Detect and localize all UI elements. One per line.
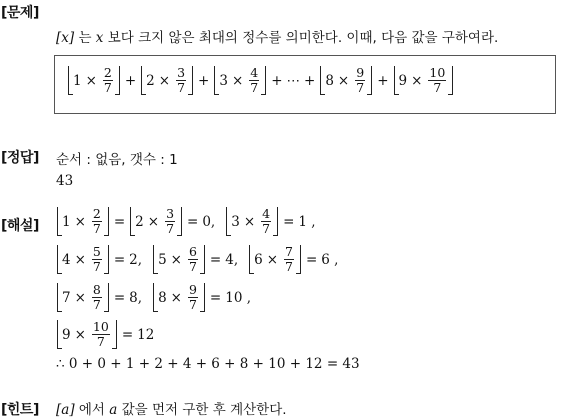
therefore-symbol: ∴ xyxy=(56,356,65,372)
answer-label: [정답] xyxy=(1,150,39,166)
hint-text: [a] 에서 a 값을 먼저 구한 후 계산한다. xyxy=(56,402,287,418)
floor-term: 9 × $\frac{10}{7}$ xyxy=(394,66,454,95)
solution-line-1: 1 × $\frac{2}{7}$ = 2 × $\frac{3}{7}$ = 0, 3 × $\frac{4}{7}$ = 1 , xyxy=(56,207,316,236)
problem-label: [문제] xyxy=(1,5,39,21)
hint-label: [힌트] xyxy=(1,402,39,418)
ellipsis: ⋯ xyxy=(286,72,301,89)
var-x: x xyxy=(95,30,104,46)
solution-sum: ∴ 0 + 0 + 1 + 2 + 4 + 6 + 8 + 10 + 12 = 43 xyxy=(56,356,360,372)
solution-label: [해설] xyxy=(1,218,39,234)
expression-box xyxy=(54,55,556,114)
floor-term: 3 × $\frac{4}{7}$ xyxy=(214,66,266,95)
expression-row: 1 × $\frac{2}{7}$ + 2 × $\frac{3}{7}$ + 3 × $\frac{4}{7}$ + ⋯ + 8 × $\frac{9}{7}$ + 9 × $\frac{10}{7}$ xyxy=(67,66,454,95)
solution-line-2: 4 × $\frac{5}{7}$ = 2, 5 × $\frac{6}{7}$ = 4, 6 × $\frac{7}{7}$ = 6 , xyxy=(56,245,338,274)
answer-value: 43 xyxy=(56,173,74,189)
answer-meta: 순서 : 없음, 갯수 : 1 xyxy=(56,152,178,168)
floor-x: [x] xyxy=(56,30,75,46)
floor-term: 8 × $\frac{9}{7}$ xyxy=(320,66,372,95)
solution-line-4: 9 × $\frac{10}{7}$ = 12 xyxy=(56,320,154,349)
floor-term: 1 × $\frac{2}{7}$ xyxy=(68,66,120,95)
solution-line-3: 7 × $\frac{8}{7}$ = 8, 8 × $\frac{9}{7}$ = 10 , xyxy=(56,283,251,312)
problem-statement: [x] 는 x 보다 크지 않은 최대의 정수를 의미한다. 이때, 다음 값을 구하여라. xyxy=(56,30,499,46)
floor-term: 2 × $\frac{3}{7}$ xyxy=(141,66,193,95)
